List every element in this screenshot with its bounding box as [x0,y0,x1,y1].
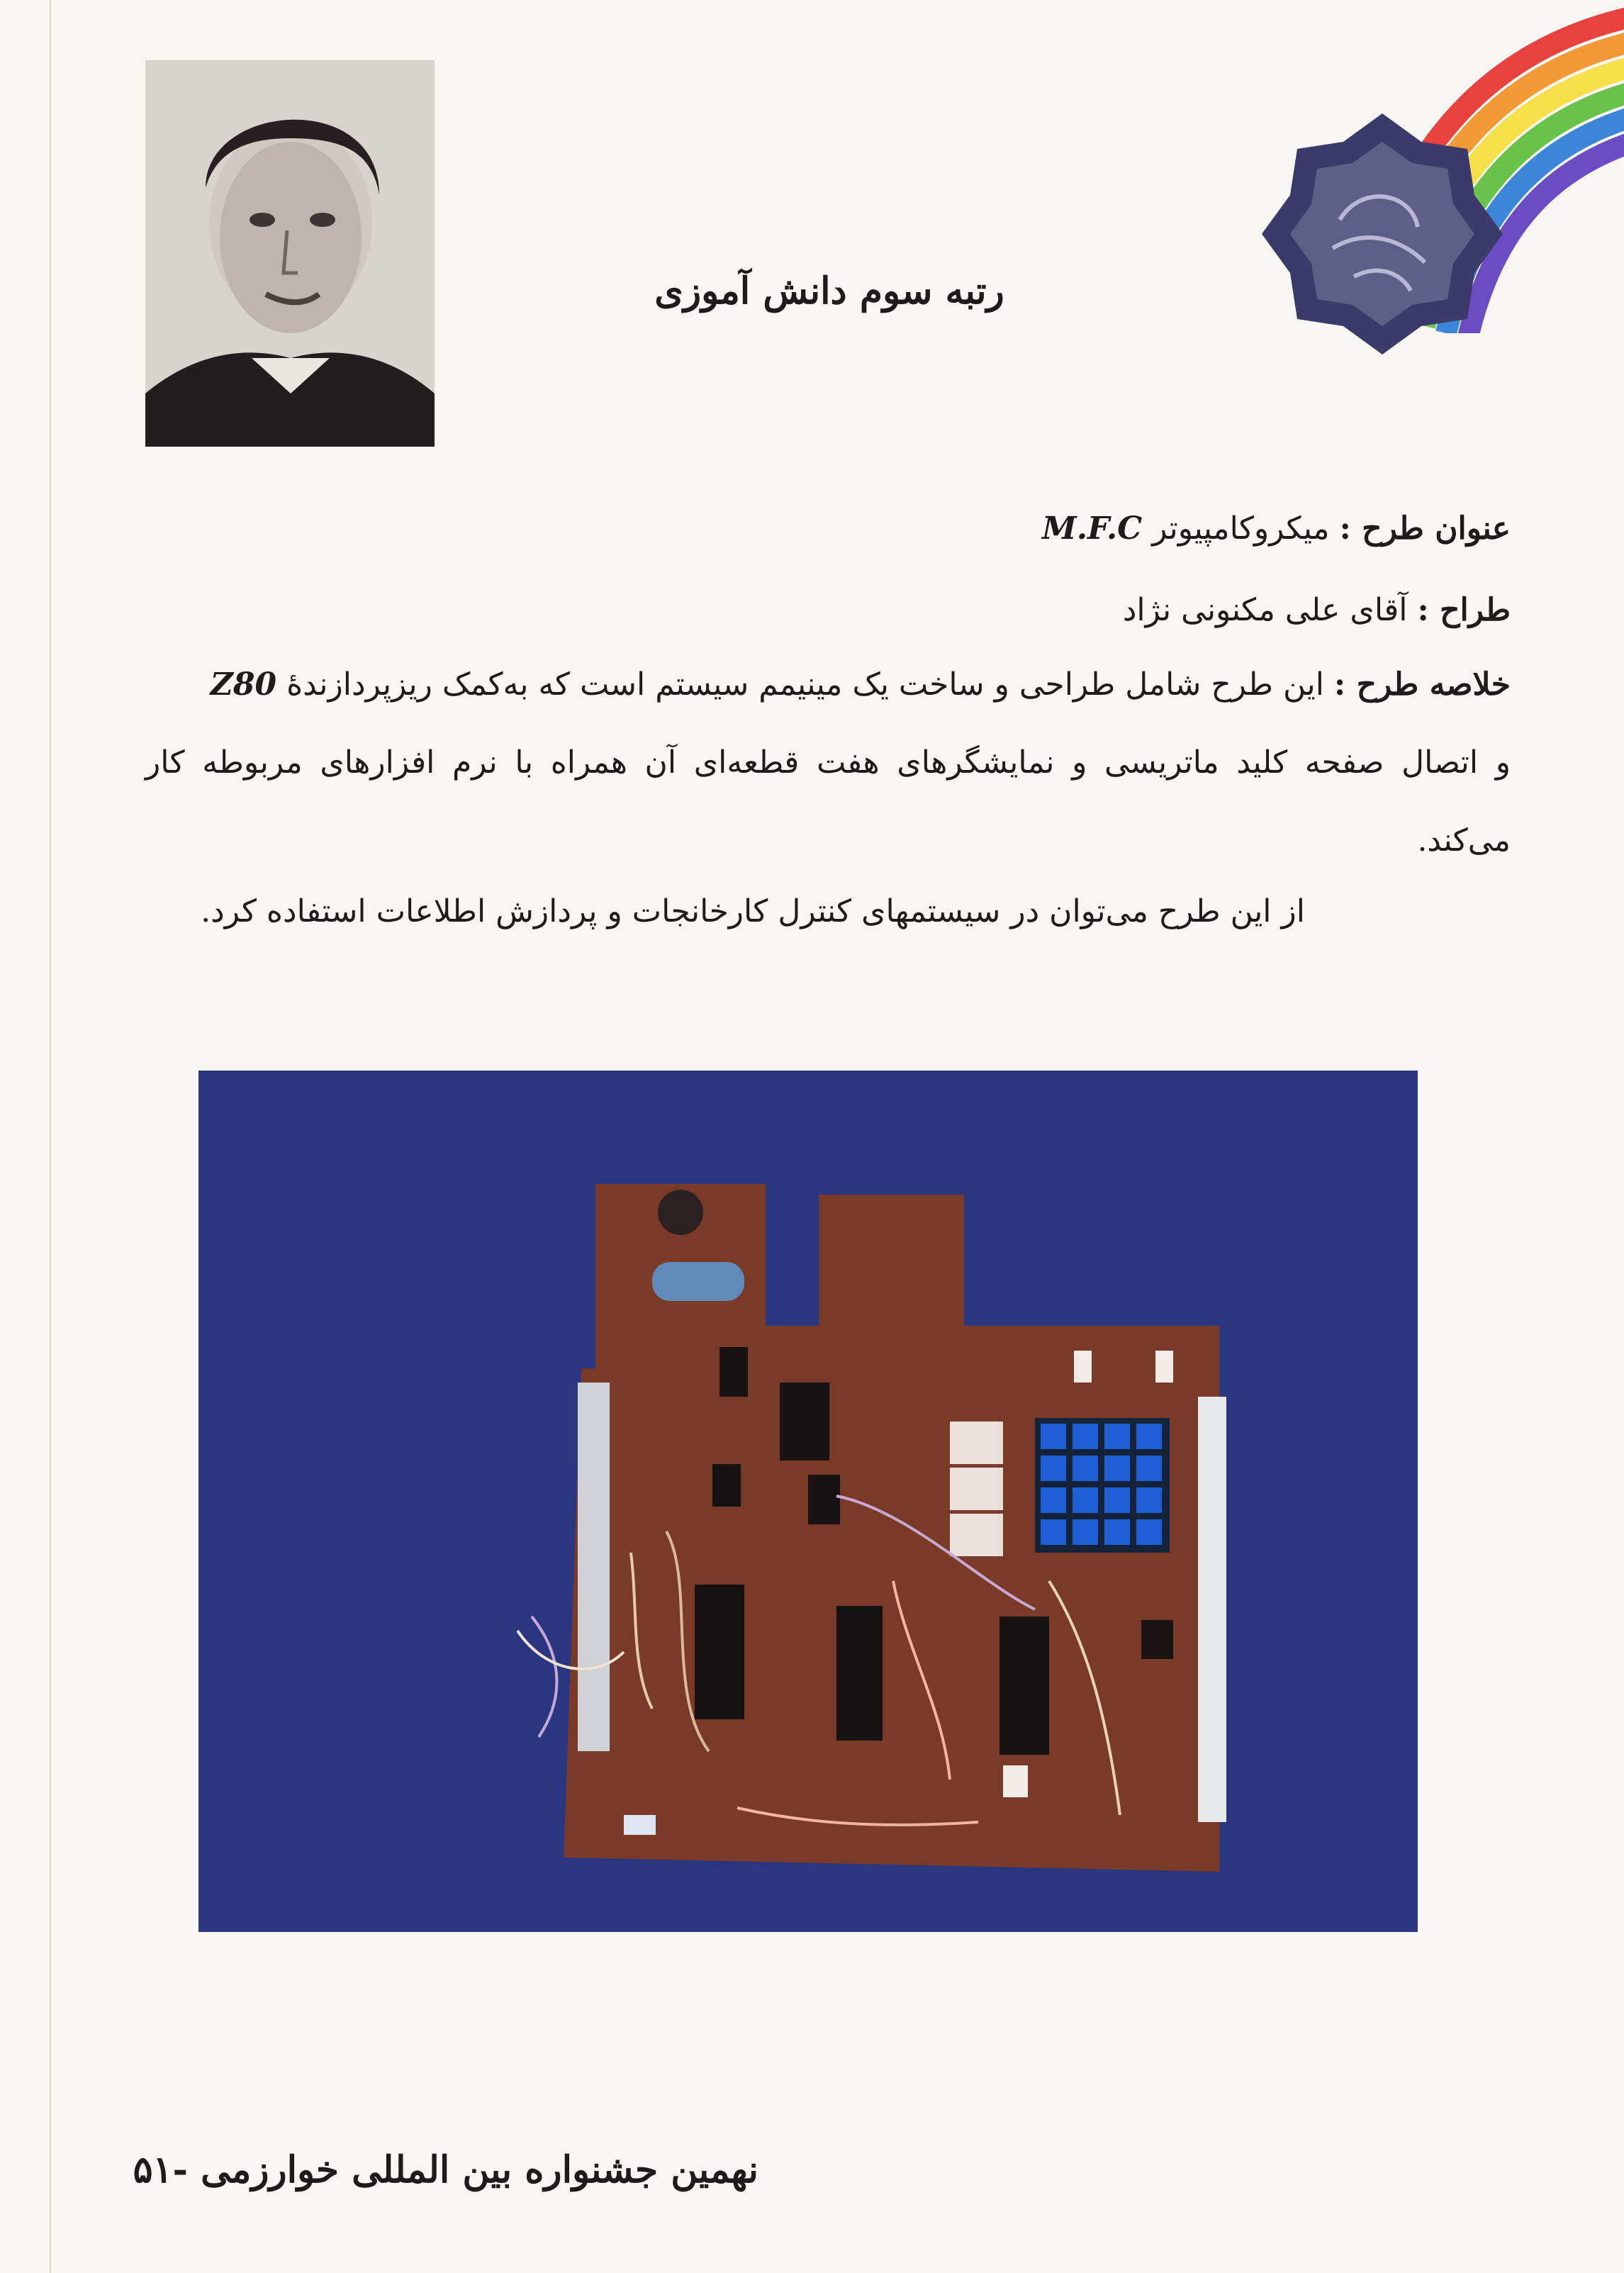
project-title-value: میکروکامپیوتر [1152,510,1330,547]
designer-line [145,592,1511,630]
project-title-latin: M.F.C [1042,510,1143,547]
project-title-label: عنوان طرح : [1339,510,1511,547]
circuit-board-photo [198,1071,1418,1932]
application-line: از این طرح می‌توان در سیستمهای کنترل کارخانجات و پردازش اطلاعات استفاده کرد. [201,893,1305,929]
summary-line-3: می‌کند. [1417,822,1511,859]
designer-label: طراح : [1417,592,1511,628]
project-title-line [145,510,1511,548]
student-portrait [145,60,435,447]
festival-emblem-icon [1248,106,1517,362]
summary-label: خلاصه طرح : [1334,666,1511,703]
page-footer: نهمین جشنواره بین المللی خوارزمی -۵۱ [133,2148,758,2191]
summary-latin: Z80 [210,666,277,703]
designer-name: آقای علی مکنونی نژاد [1122,592,1408,628]
project-description [145,510,1511,950]
summary-text-1: این طرح شامل طراحی و ساخت یک مینیمم سیستم است که به‌کمک ریزپردازندهٔ [286,666,1325,703]
summary-line-2: و اتصال صفحه کلید ماتریسی و نمایشگرهای هفت قطعه‌ای آن همراه با نرم افزارهای مربوطه کار [145,744,1511,781]
rank-heading: رتبه سوم دانش آموزی [654,269,1004,313]
page-edge [50,0,51,2273]
summary-line-1 [145,666,1511,704]
